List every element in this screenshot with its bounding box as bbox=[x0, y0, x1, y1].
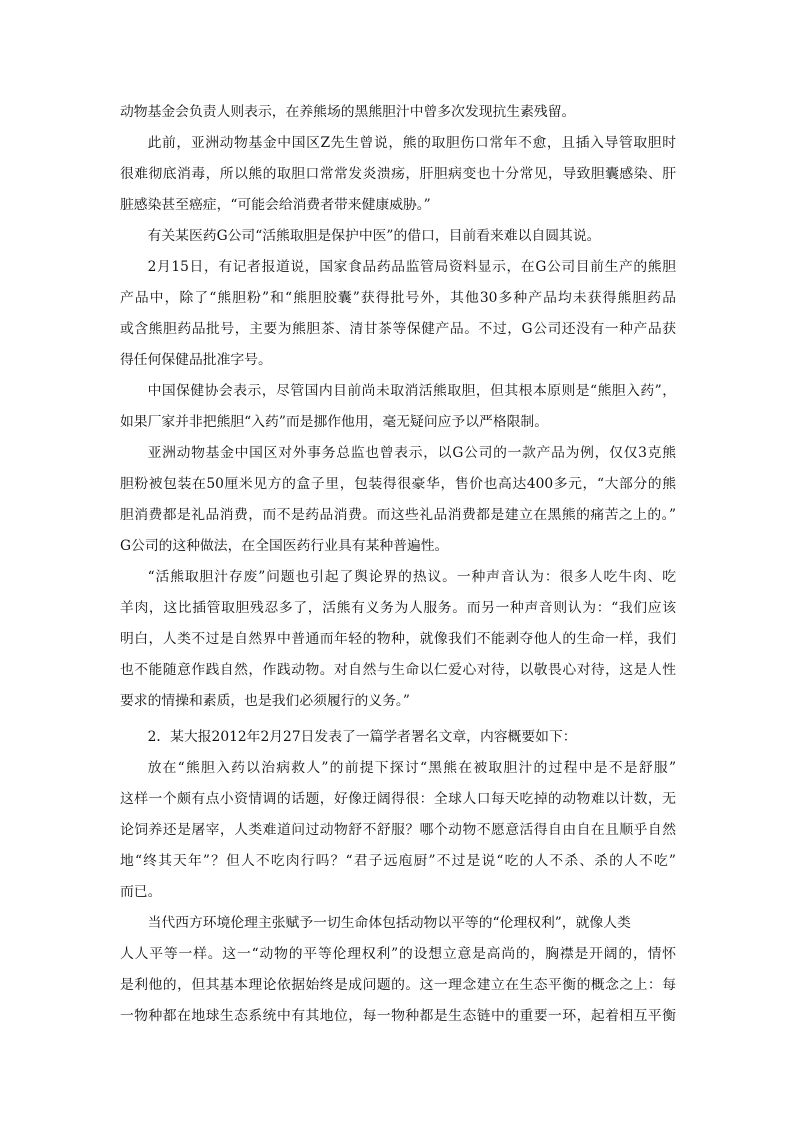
text-line: 胆粉被包装在50厘米见方的盒子里，包装得很豪华，售价也高达400多元，“大部分的熊 bbox=[120, 476, 676, 492]
text-line: 产品中，除了“熊胆粉”和“熊胆胶囊”获得批号外，其他30多种产品均未获得熊胆药品 bbox=[120, 290, 676, 306]
text-line: 如果厂家并非把熊胆“入药”而是挪作他用，毫无疑问应予以严格限制。 bbox=[120, 414, 549, 430]
paragraph bbox=[120, 438, 676, 562]
text-line: 论饲养还是屠宰，人类难道问过动物舒不舒服？哪个动物不愿意活得自由自在且顺乎自然 bbox=[120, 822, 676, 838]
text-line: 中国保健协会表示，尽管国内目前尚未取消活熊取胆，但其根本原则是“熊胆入药”， bbox=[147, 383, 676, 399]
text-line: 或含熊胆药品批号，主要为熊胆茶、清甘茶等保健产品。不过，G公司还没有一种产品获 bbox=[120, 321, 676, 337]
paragraph bbox=[120, 908, 676, 1032]
text-line: 此前，亚洲动物基金中国区Z先生曾说，熊的取胆伤口常年不愈，且插入导管取胆时 bbox=[147, 135, 676, 151]
text-line: 要求的情操和素质，也是我们必须履行的义务。” bbox=[120, 693, 410, 709]
document-body bbox=[120, 97, 676, 1032]
paragraph bbox=[120, 753, 676, 908]
text-line: 脏感染甚至癌症，“可能会给消费者带来健康威胁。” bbox=[120, 197, 431, 213]
text-line: 很难彻底消毒，所以熊的取胆口常常发炎溃疡，肝胆病变也十分常见，导致胆囊感染、肝 bbox=[120, 166, 676, 182]
paragraph bbox=[120, 97, 676, 128]
paragraph bbox=[120, 221, 676, 252]
text-line: 得任何保健品批准字号。 bbox=[120, 352, 272, 368]
text-line: 胆消费都是礼品消费，而不是药品消费。而这些礼品消费都是建立在黑熊的痛苦之上的。” bbox=[120, 507, 676, 523]
text-line: 当代西方环境伦理主张赋予一切生命体包括动物以平等的“伦理权利”，就像人类 bbox=[147, 915, 631, 931]
text-line: 亚洲动物基金中国区对外事务总监也曾表示，以G公司的一款产品为例，仅仅3克熊 bbox=[147, 445, 676, 461]
text-line: 放在“熊胆入药以治病救人”的前提下探讨“黑熊在被取胆汁的过程中是不是舒服” bbox=[147, 760, 676, 776]
text-line: 这样一个颇有点小资情调的话题，好像迂阔得很：全球人口每天吃掉的动物难以计数，无 bbox=[120, 791, 676, 807]
paragraph bbox=[120, 376, 676, 438]
text-line: 有关某医药G公司“活熊取胆是保护中医”的借口，目前看来难以自圆其说。 bbox=[147, 228, 601, 244]
text-line: 一物种都在地球生态系统中有其地位，每一物种都是生态链中的重要一环，起着相互平衡 bbox=[120, 1008, 676, 1024]
text-line: 是利他的，但其基本理论依据始终是成问题的。这一理念建立在生态平衡的概念之上：每 bbox=[120, 977, 676, 993]
paragraph bbox=[120, 252, 676, 376]
text-line: 2月15日，有记者报道说，国家食品药品监管局资料显示，在G公司目前生产的熊胆 bbox=[147, 259, 676, 275]
text-line: 动物基金会负责人则表示，在养熊场的黑熊胆汁中曾多次发现抗生素残留。 bbox=[120, 104, 576, 120]
text-line: “活熊取胆汁存废”问题也引起了舆论界的热议。一种声音认为：很多人吃牛肉、吃 bbox=[147, 569, 676, 585]
numbered-item-heading bbox=[120, 722, 676, 753]
paragraph bbox=[120, 562, 676, 717]
text-line: 人人平等一样。这一“动物的平等伦理权利”的设想立意是高尚的，胸襟是开阔的，情怀 bbox=[120, 946, 676, 962]
text-line: 也不能随意作践自然，作践动物。对自然与生命以仁爱心对待，以敬畏心对待，这是人性 bbox=[120, 662, 676, 678]
text-line: 羊肉，这比插管取胆残忍多了，活熊有义务为人服务。而另一种声音则认为：“我们应该 bbox=[120, 600, 676, 616]
text-line: G公司的这种做法，在全国医药行业具有某种普遍性。 bbox=[120, 538, 449, 554]
text-line: 地“终其天年”？但人不吃肉行吗？“君子远庖厨”不过是说“吃的人不杀、杀的人不吃” bbox=[120, 853, 676, 869]
text-line: 2．某大报2012年2月27日发表了一篇学者署名文章，内容概要如下： bbox=[147, 729, 577, 745]
text-line: 而已。 bbox=[120, 884, 162, 900]
paragraph bbox=[120, 128, 676, 221]
text-line: 明白，人类不过是自然界中普通而年轻的物种，就像我们不能剥夺他人的生命一样，我们 bbox=[120, 631, 676, 647]
